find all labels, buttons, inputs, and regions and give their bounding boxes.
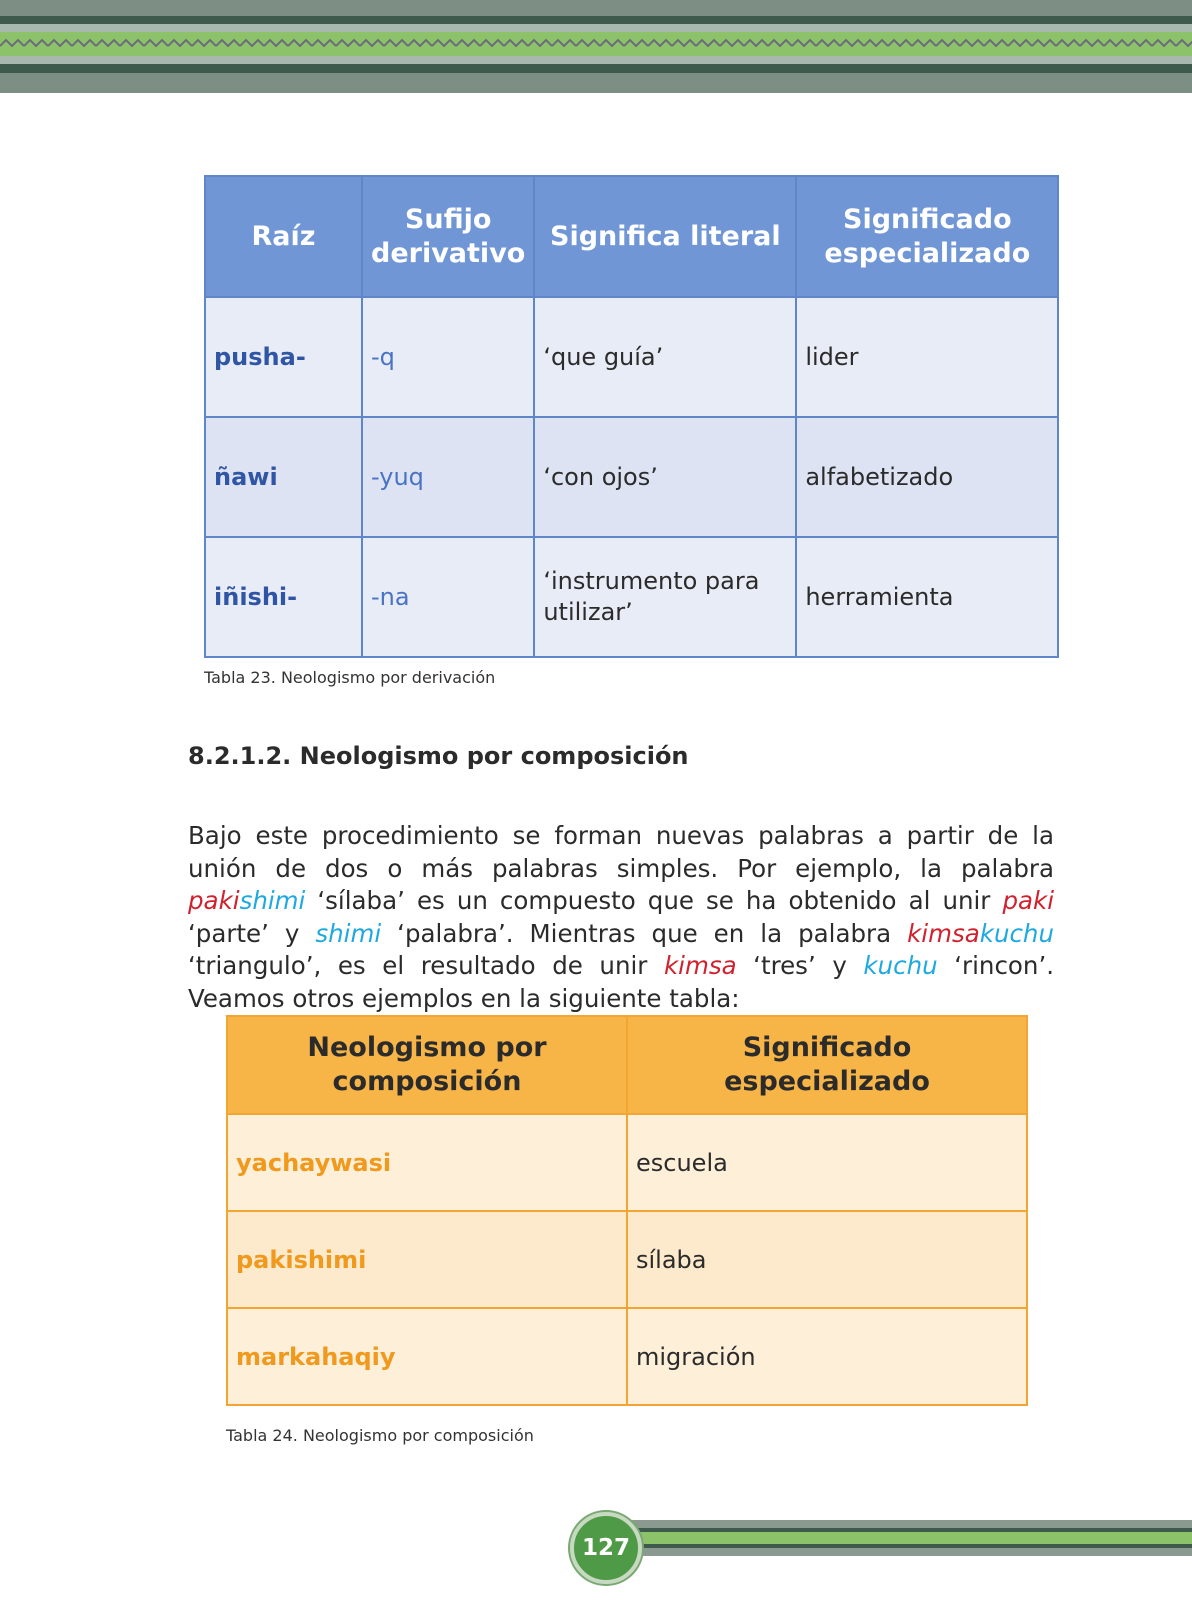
derivation-table [204,175,1059,658]
table-caption: Tabla 24. Neologismo por composición [226,1426,534,1445]
suffix-cell: -q [362,297,534,417]
table-row [205,417,1058,537]
meaning-cell: sílaba [627,1211,1027,1308]
neologism-cell: pakishimi [227,1211,627,1308]
compound-part-blue: shimi [239,886,306,915]
compound-part-red: kimsa [907,918,980,948]
literal-cell: ‘que guía’ [534,297,796,417]
table-row [227,1308,1027,1405]
table-row [227,1211,1027,1308]
special-cell: herramienta [796,537,1058,657]
meaning-cell: migración [627,1308,1027,1405]
literal-cell: ‘con ojos’ [534,417,796,537]
special-cell: lider [796,297,1058,417]
paragraph-text: ‘tres’ y [736,951,864,980]
compound-part-red: paki [1002,886,1054,915]
compound-part-blue: kuchu [863,951,938,980]
footer-decorative-band [600,1520,1192,1556]
paragraph-text: ‘triangulo’, es el resultado de unir [188,951,664,980]
table-row [227,1114,1027,1211]
body-paragraph [188,820,1054,1015]
suffix-cell: -na [362,537,534,657]
paragraph-text: ‘parte’ y [188,918,316,948]
neologism-cell: yachaywasi [227,1114,627,1211]
header-special: Significado especializado [627,1016,1027,1114]
header-root: Raíz [205,176,362,297]
root-cell: iñishi- [205,537,362,657]
suffix-cell: -yuq [362,417,534,537]
page-number: 127 [581,1535,630,1561]
top-decorative-band [0,0,1192,96]
table-caption: Tabla 23. Neologismo por derivación [204,668,496,687]
header-special: Significado especializado [796,176,1058,297]
meaning-cell: escuela [627,1114,1027,1211]
literal-cell: ‘instrumento para utilizar’ [534,537,796,657]
special-cell: alfabetizado [796,417,1058,537]
paragraph-text: ‘sílaba’ es un compuesto que se ha obtenido al unir [305,886,1003,915]
compound-part-red: kimsa [663,951,737,980]
table-row [205,537,1058,657]
compound-part-blue: shimi [315,918,382,948]
table-header-row [205,176,1058,297]
paragraph-text: ‘palabra’. Mientras que en la palabra [381,918,908,948]
root-cell: ñawi [205,417,362,537]
compound-part-red: paki [188,886,240,915]
composition-table [226,1015,1028,1406]
paragraph-text: ‘rincon’. Veamos otros ejemplos en la siguiente tabla: [188,951,1055,1013]
root-cell: pusha- [205,297,362,417]
paragraph-text: Bajo este procedimiento se forman nuevas palabras a partir de la unión de dos o más palabras simples. Por ejemplo, la palabra [188,821,1054,883]
neologism-cell: markahaqiy [227,1308,627,1405]
section-heading: 8.2.1.2. Neologismo por composición [188,742,689,770]
header-literal: Significa literal [534,176,796,297]
header-suffix: Sufijo derivativo [362,176,534,297]
compound-part-blue: kuchu [979,918,1054,948]
zigzag-ornament [0,34,1192,54]
table-row [205,297,1058,417]
page-number-badge [570,1512,642,1584]
table-header-row [227,1016,1027,1114]
header-neologism: Neologismo por composición [227,1016,627,1114]
